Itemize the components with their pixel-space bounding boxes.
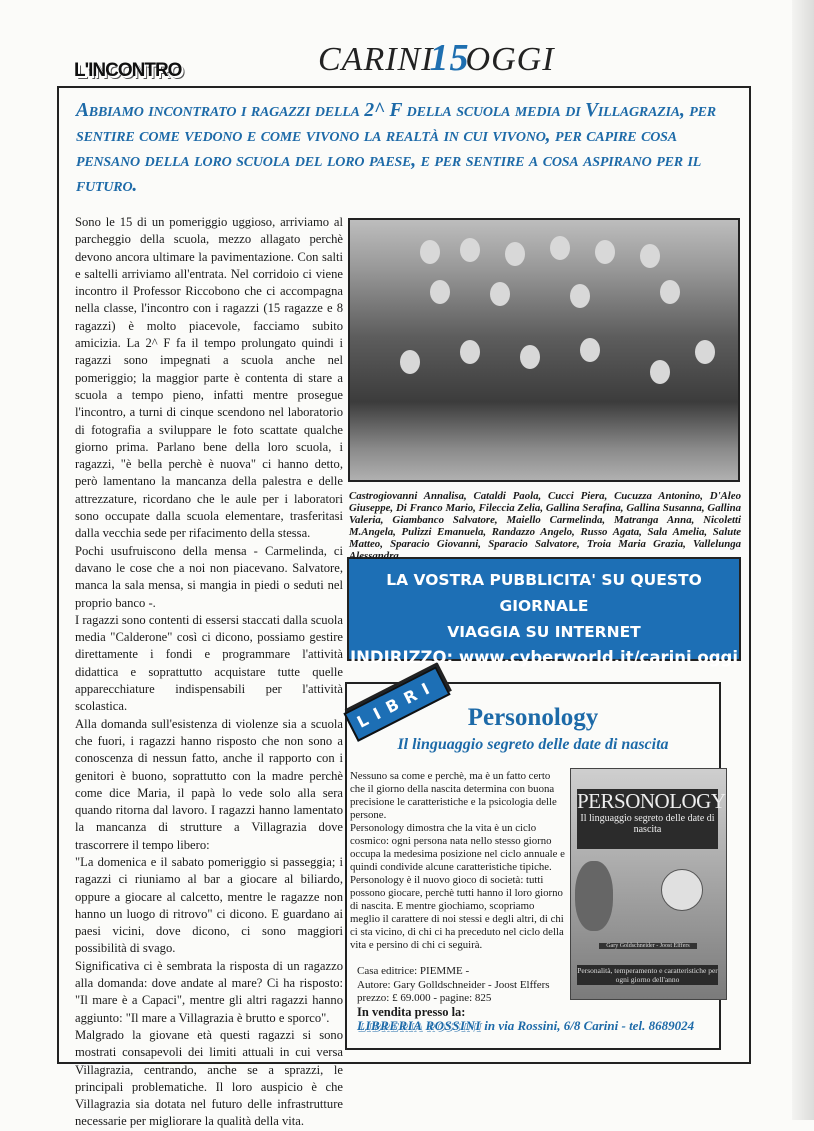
masthead-left: CARINI — [318, 41, 434, 78]
student-head — [650, 360, 670, 384]
book-desc-paragraph: Personology dimostra che la vita è un ciclo cosmico: ogni persona nata nello stesso giorno occupa la medesima posizione nel ciclo annuale e quindi condivide alcune caratteristiche tipiche. — [350, 822, 565, 873]
student-head — [505, 242, 525, 266]
internet-ad-banner — [347, 557, 741, 667]
book-authors: Autore: Gary Golldschneider - Joost Elffers — [357, 978, 550, 991]
article-paragraph: "La domenica e il sabato pomeriggio si passeggia; i ragazzi ci riuniamo al bar a giocare al biliardo, oppure a giocare al calcetto, mentre le ragazze non hanno un luogo di ritrovo" ci dicono. E guardano ai paesi vicini, dove dicono, ci sono maggiori possibilità di svago. — [75, 854, 343, 956]
student-head — [460, 238, 480, 262]
masthead-logo — [318, 36, 555, 80]
student-head — [550, 236, 570, 260]
bookshop-line — [357, 1018, 717, 1034]
student-head — [595, 240, 615, 264]
student-head — [430, 280, 450, 304]
books-tag: LIBRI — [343, 666, 450, 742]
headline: Abbiamo incontrato i ragazzi della 2^ F della scuola media di Villagrazia, per sentire come vedono e come vivono la realtà in cui vivono, per capire cosa pensano della loro scuola del loro paese, e per sentire a cosa aspirano per il futuro. — [76, 100, 716, 196]
student-head — [460, 340, 480, 364]
cover-title: PERSONOLOGY — [577, 789, 726, 813]
book-subtitle: Il linguaggio segreto delle date di nascita — [397, 736, 669, 753]
article-paragraph: Alla domanda sull'esistenza di violenze sia a scuola che fuori, i ragazzi hanno risposto che non sono a conoscenza di nessun fatto, anche il rapporto con i genitori è buono, soprattutto con la madre perchè come dice Maria, il papà lo vede solo alla sera quando ritorna dal lavoro. I ragazzi hanno lamentato la mancanza di strutture a Villagrazia dove trascorrere il tempo libero: — [75, 716, 343, 852]
article-paragraph: Pochi usufruiscono della mensa - Carmelinda, ci davano le cose che a noi non piacevano. Salvatore, manca la sala mensa, si mangia in piedi o seduti nel proprio banco -. — [75, 543, 343, 610]
ad-line-2: VIAGGIA SU INTERNET — [447, 623, 641, 641]
article-paragraph: Malgrado la giovane età questi ragazzi si sono mostrati consapevoli dei limiti attuali in cui versa Villagrazia, centrando, anche se a sprazzi, le principali problematiche. Il loro auspicio è che Villagrazia sia dotata nel futuro delle infrastrutture necessarie per migliorare la qualità della vita. — [75, 1027, 343, 1129]
book-cover-image — [570, 768, 727, 1000]
book-publisher: Casa editrice: PIEMME - — [357, 965, 470, 977]
sun-face-illustration — [661, 869, 703, 911]
book-info — [357, 965, 567, 1019]
student-head — [660, 280, 680, 304]
ad-line-1: LA VOSTRA PUBBLICITA' SU QUESTO GIORNALE — [386, 571, 702, 615]
class-group-photo — [348, 218, 740, 482]
student-head — [520, 345, 540, 369]
cover-subtitle: Il linguaggio segreto delle date di nascita — [580, 813, 715, 835]
book-sale-label: In vendita presso la: — [357, 1004, 466, 1019]
student-head — [580, 338, 600, 362]
cover-title-block — [577, 789, 726, 849]
article-paragraph: Significativa ci è sembrata la risposta di un ragazzo alla domanda: dove andate al mare? Ci ha risposto: "Il mare è a Capaci", mentre gli altri ragazzi hanno aggiunto: "Il mare a Villagrazia è brutto e sporco". — [75, 958, 343, 1025]
page-edge-shadow — [792, 0, 814, 1120]
bookshop-name: LIBRERIA ROSSINI — [357, 1018, 481, 1033]
cover-tagline: Personalità, temperamento e caratteristiche per ogni giorno dell'anno — [577, 966, 718, 984]
article-paragraph: I ragazzi sono contenti di essersi staccati dalla scuola media "Calderone" così ci dicono, possiamo gestire direttamente i fondi e programmare l'attività didattica e soprattutto acquistare tutte quelle apparecchiature indispensabili per l'attività scolastica. — [75, 612, 343, 714]
student-head — [640, 244, 660, 268]
book-desc-paragraph: Personology è il nuovo gioco di società: tutti possono giocare, perchè tutti hanno il loro giorno di nascita. E mentre giochiamo, scopriamo meglio il carattere di noi stessi e degli altri, di chi ci sta vicino, di chi ci ha preceduto nel ciclo della vita e persino di chi ci seguirà. — [350, 874, 564, 951]
photo-caption: Castrogiovanni Annalisa, Cataldi Paola, Cucci Piera, Cucuzza Antonino, D'Aleo Giuseppe, Di Franco Mario, Fileccia Zelia, Gallina Serafina, Gallina Susanna, Gallina Valeria, Giambanco Salvatore, Maiello Carmelinda, Matranga Anna, Nicoletti M.Angela, Pulizzi Emanuela, Randazzo Angelo, Russo Agata, Sala Amelia, Salute Matteo, Sparacio Giovanni, Sparacio Salvatore, Troia Maria Grazia, Vallelunga Alessandra — [349, 490, 741, 562]
book-price: prezzo: £ 69.000 - pagine: 825 — [357, 992, 492, 1004]
student-head — [420, 240, 440, 264]
article-body — [75, 214, 343, 1131]
masthead-right: OGGI — [465, 41, 555, 78]
ad-line-3: INDIRIZZO: www.cyberworld.it/carini oggi — [349, 648, 739, 667]
masthead-issue-number: 15 — [429, 37, 470, 79]
article-paragraph: Sono le 15 di un pomeriggio uggioso, arriviamo al parcheggio della scuola, mezzo allagato perchè devono ancora ultimare la pavimentazione. Con salti e saltelli arriviamo all'entrata. Nel corridoio ci viene incontro il Professor Riccobono che ci accompagna nella classe, l'incontro con i ragazzi (15 ragazze e 8 ragazzi) è molto piacevole, facciamo subito amicizia. La 2^ F fa il tempo prolungato quindi i ragazzi sono impegnati a scuola anche nel pomeriggio; la maggior parte è contenta di stare a scuola a tempo pieno, infatti mentre prosegue l'incontro, a turni di cinque scendono nel laboratorio di fotografia a sviluppare le foto scattate qualche giorno prima. Parlano bene della loro scuola, i ragazzi, "è bella perchè è nuova" ci hanno detto, però lamentano la mancanza della palestra e delle attrezzature, ricordano che le aule per i laboratori sono occupate dalla scuola elementare, trasferitasi dalla vecchia sede per rifacimento della stessa. — [75, 215, 343, 541]
book-description — [350, 770, 565, 952]
book-title: Personology — [467, 704, 599, 731]
student-head — [570, 284, 590, 308]
cover-authors: Gary Goldschneider - Joost Elffers — [599, 943, 697, 949]
student-head — [490, 282, 510, 306]
book-desc-paragraph: Nessuno sa come e perchè, ma è un fatto certo che il giorno della nascita determina con buona precisione le caratteristiche e la psicologia delle persone. — [350, 770, 557, 821]
section-label: L'INCONTRO — [74, 60, 182, 81]
tree-illustration — [575, 861, 613, 931]
bookshop-address: in via Rossini, 6/8 Carini - tel. 8689024 — [484, 1018, 695, 1033]
student-head — [400, 350, 420, 374]
student-head — [695, 340, 715, 364]
